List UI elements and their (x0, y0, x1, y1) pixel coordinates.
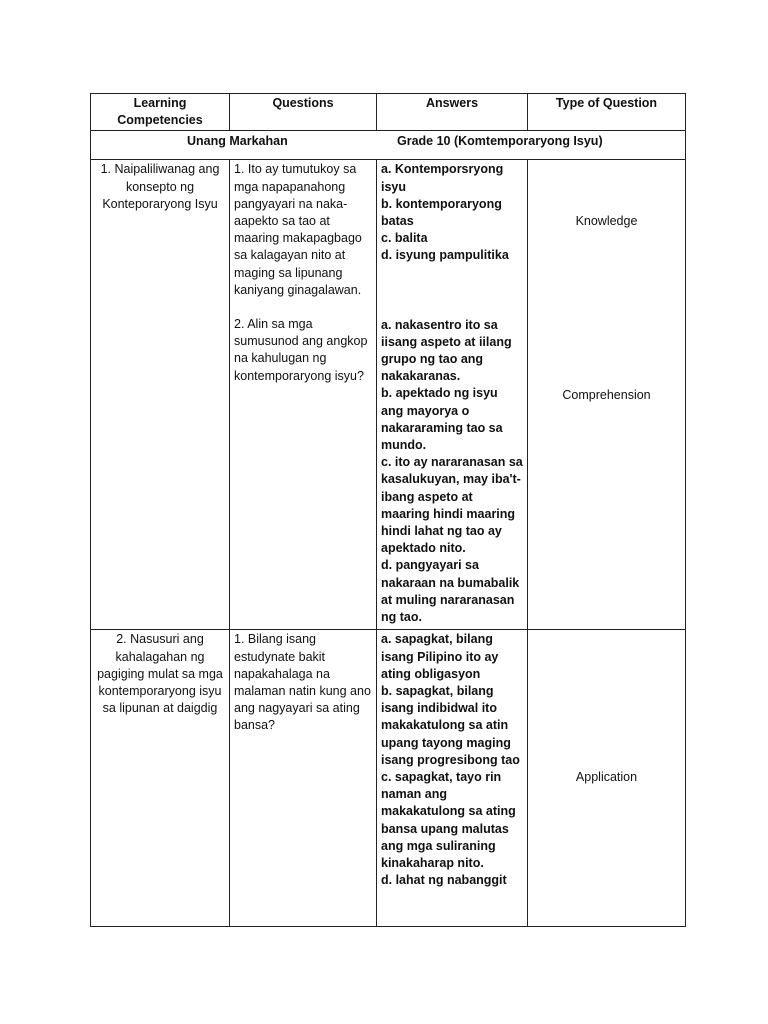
quarter-label: Unang Markahan (187, 134, 288, 149)
answer-option: b. sapagkat, bilang isang indibidwal ito makakatulong sa atin upang tayong maging isang progresibong tao (381, 684, 520, 767)
type-label: Knowledge (575, 214, 638, 229)
competency-cell: 2. Nasusuri ang kahalagahan ng pagiging mulat sa mga kontemporaryong isyu sa lipunan at daigdig (91, 630, 230, 927)
question-text: 2. Alin sa mga sumusunod ang angkop na kahulugan ng kontemporaryong isyu? (234, 317, 368, 383)
answer-option: a. nakasentro ito sa iisang aspeto at iilang grupo ng tao ang nakakaranas. (381, 317, 512, 384)
subheader-cell (91, 131, 686, 160)
type-cell (528, 160, 686, 630)
competency-cell: 1. Naipaliliwanag ang konsepto ng Konteporaryong Isyu (91, 160, 230, 630)
table-row (91, 630, 686, 927)
answer-option: d. pangyayari sa nakaraan na bumabalik at muling nararanasan ng tao. (381, 558, 520, 625)
answer-option: d. lahat ng nabanggit (381, 873, 507, 888)
answer-option: a. Kontemporsryong isyu (381, 162, 504, 194)
questions-cell (230, 160, 377, 630)
header-row (91, 94, 686, 131)
questions-cell (230, 630, 377, 927)
grade-label: Grade 10 (Komtemporaryong Isyu) (397, 134, 603, 149)
answer-option: c. sapagkat, tayo rin naman ang makakatulong sa ating bansa upang malutas ang mga suliraning kinakaharap nito. (381, 770, 516, 871)
answer-option: c. ito ay nararanasan sa kasalukuyan, may iba't-ibang aspeto at maaring hindi maaring hindi lahat ng tao ay apektado nito. (381, 455, 523, 556)
answer-option: a. sapagkat, bilang isang Pilipino ito ay ating obligasyon (381, 632, 499, 681)
type-label: Comprehension (562, 388, 651, 403)
header-questions: Questions (230, 94, 377, 131)
question-text: 1. Ito ay tumutukoy sa mga napapanahong pangyayari na naka-aapekto sa tao at maaring makapagbago sa kalagayan nito at maging sa lipunang kaniyang ginagalawan. (234, 162, 362, 297)
answer-option: c. balita (381, 231, 428, 246)
header-type-of-question: Type of Question (528, 94, 686, 131)
answers-cell (377, 160, 528, 630)
answer-option: b. apektado ng isyu ang mayorya o nakararaming tao sa mundo. (381, 386, 503, 453)
question-text: 1. Bilang isang estudynate bakit napakahalaga na malaman natin kung ano ang nagyayari sa ating bansa? (234, 632, 371, 733)
competency-table (90, 93, 686, 927)
header-learning-competencies: Learning Competencies (91, 94, 230, 131)
table-row (91, 160, 686, 630)
subheader-row (91, 131, 686, 160)
answer-option: b. kontemporaryong batas (381, 196, 502, 229)
answer-option: d. isyung pampulitika (381, 248, 509, 263)
answers-cell (377, 630, 528, 927)
type-cell (528, 630, 686, 927)
header-answers: Answers (377, 94, 528, 131)
type-label: Application (575, 770, 638, 785)
